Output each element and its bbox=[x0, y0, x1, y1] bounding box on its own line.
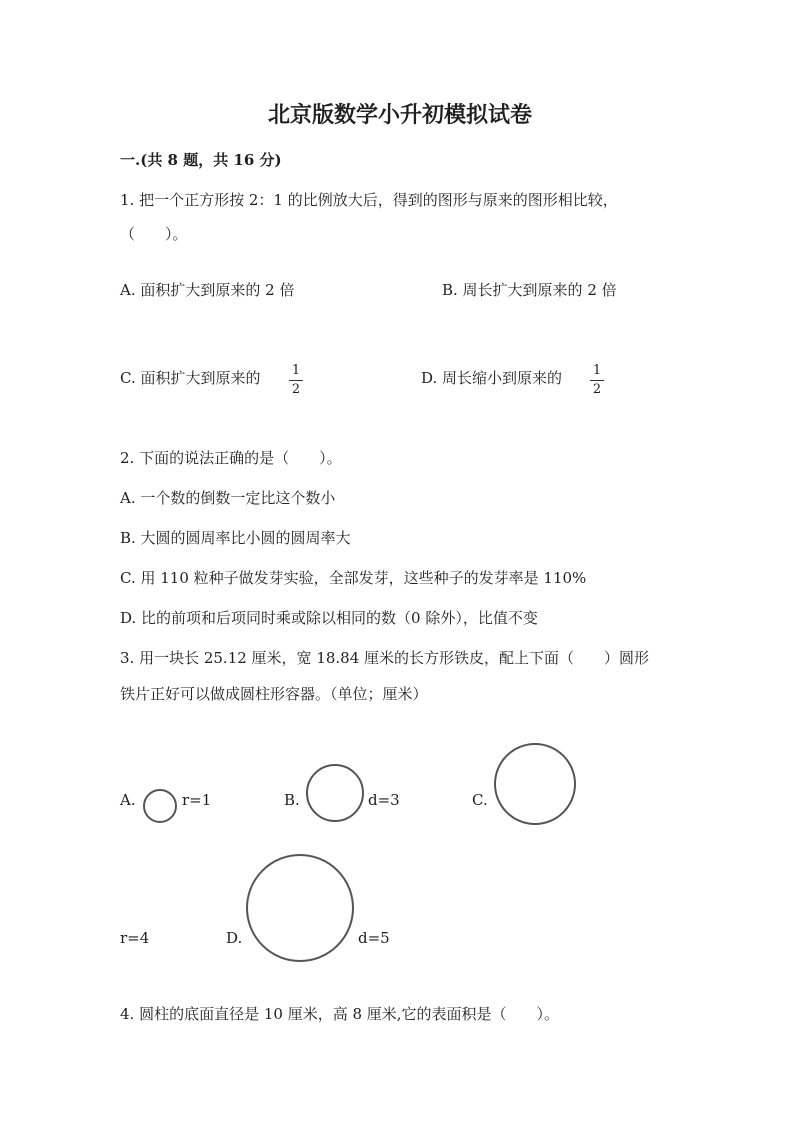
fraction-bar bbox=[590, 380, 604, 381]
q3-option-c-value: r=4 bbox=[120, 929, 150, 947]
page-title: 北京版数学小升初模拟试卷 bbox=[267, 102, 532, 128]
q1-stem-line1: 1. 把一个正方形按 2：1 的比例放大后，得到的图形与原来的图形相比较， bbox=[120, 191, 618, 209]
q3-option-a-label: A. bbox=[120, 791, 136, 809]
q1-option-d-fraction bbox=[590, 364, 604, 397]
circle-shape bbox=[144, 790, 176, 822]
q3-option-d-label: D. bbox=[226, 929, 243, 947]
q1-option-c-fraction bbox=[289, 364, 303, 397]
q3-stem-line1: 3. 用一块长 25.12 厘米，宽 18.84 厘米的长方形铁皮，配上下面（ ）圆形 bbox=[120, 649, 650, 667]
q3-option-b-label: B. bbox=[284, 791, 300, 809]
q1-option-d: D. 周长缩小到原来的 bbox=[421, 369, 563, 387]
fraction-bar bbox=[289, 380, 303, 381]
q1-option-b: B. 周长扩大到原来的 2 倍 bbox=[442, 281, 617, 299]
fraction-denominator: 2 bbox=[592, 382, 602, 397]
fraction-numerator: 1 bbox=[291, 363, 301, 378]
q3-option-a-circle bbox=[142, 788, 178, 824]
q2-option-a: A. 一个数的倒数一定比这个数小 bbox=[120, 489, 336, 507]
q3-stem-line2: 铁片正好可以做成圆柱形容器。（单位；厘米） bbox=[120, 685, 428, 703]
fraction-numerator: 1 bbox=[592, 363, 602, 378]
q3-option-c-label: C. bbox=[472, 791, 488, 809]
q3-option-d-value: d=5 bbox=[358, 929, 390, 947]
circle-shape bbox=[247, 855, 353, 961]
q3-option-a-value: r=1 bbox=[182, 791, 212, 809]
q3-option-d-circle bbox=[246, 854, 354, 962]
fraction-denominator: 2 bbox=[291, 382, 301, 397]
q3-option-b-value: d=3 bbox=[368, 791, 400, 809]
q3-option-b-circle bbox=[306, 764, 364, 822]
q2-option-b: B. 大圆的圆周率比小圆的圆周率大 bbox=[120, 529, 351, 547]
section-heading: 一.(共 8 题，共 16 分) bbox=[120, 151, 282, 169]
q4-stem: 4. 圆柱的底面直径是 10 厘米，高 8 厘米,它的表面积是（ ）。 bbox=[120, 1005, 560, 1023]
q3-option-c-circle bbox=[494, 743, 576, 825]
q2-stem: 2. 下面的说法正确的是（ ）。 bbox=[120, 449, 342, 467]
q2-option-c: C. 用 110 粒种子做发芽实验，全部发芽，这些种子的发芽率是 110% bbox=[120, 569, 587, 587]
q1-option-c: C. 面积扩大到原来的 bbox=[120, 369, 261, 387]
q2-option-d: D. 比的前项和后项同时乘或除以相同的数（0 除外），比值不变 bbox=[120, 609, 538, 627]
q1-option-a: A. 面积扩大到原来的 2 倍 bbox=[120, 281, 295, 299]
circle-shape bbox=[495, 744, 575, 824]
q1-stem-line2: （ ）。 bbox=[120, 225, 188, 243]
circle-shape bbox=[307, 765, 363, 821]
